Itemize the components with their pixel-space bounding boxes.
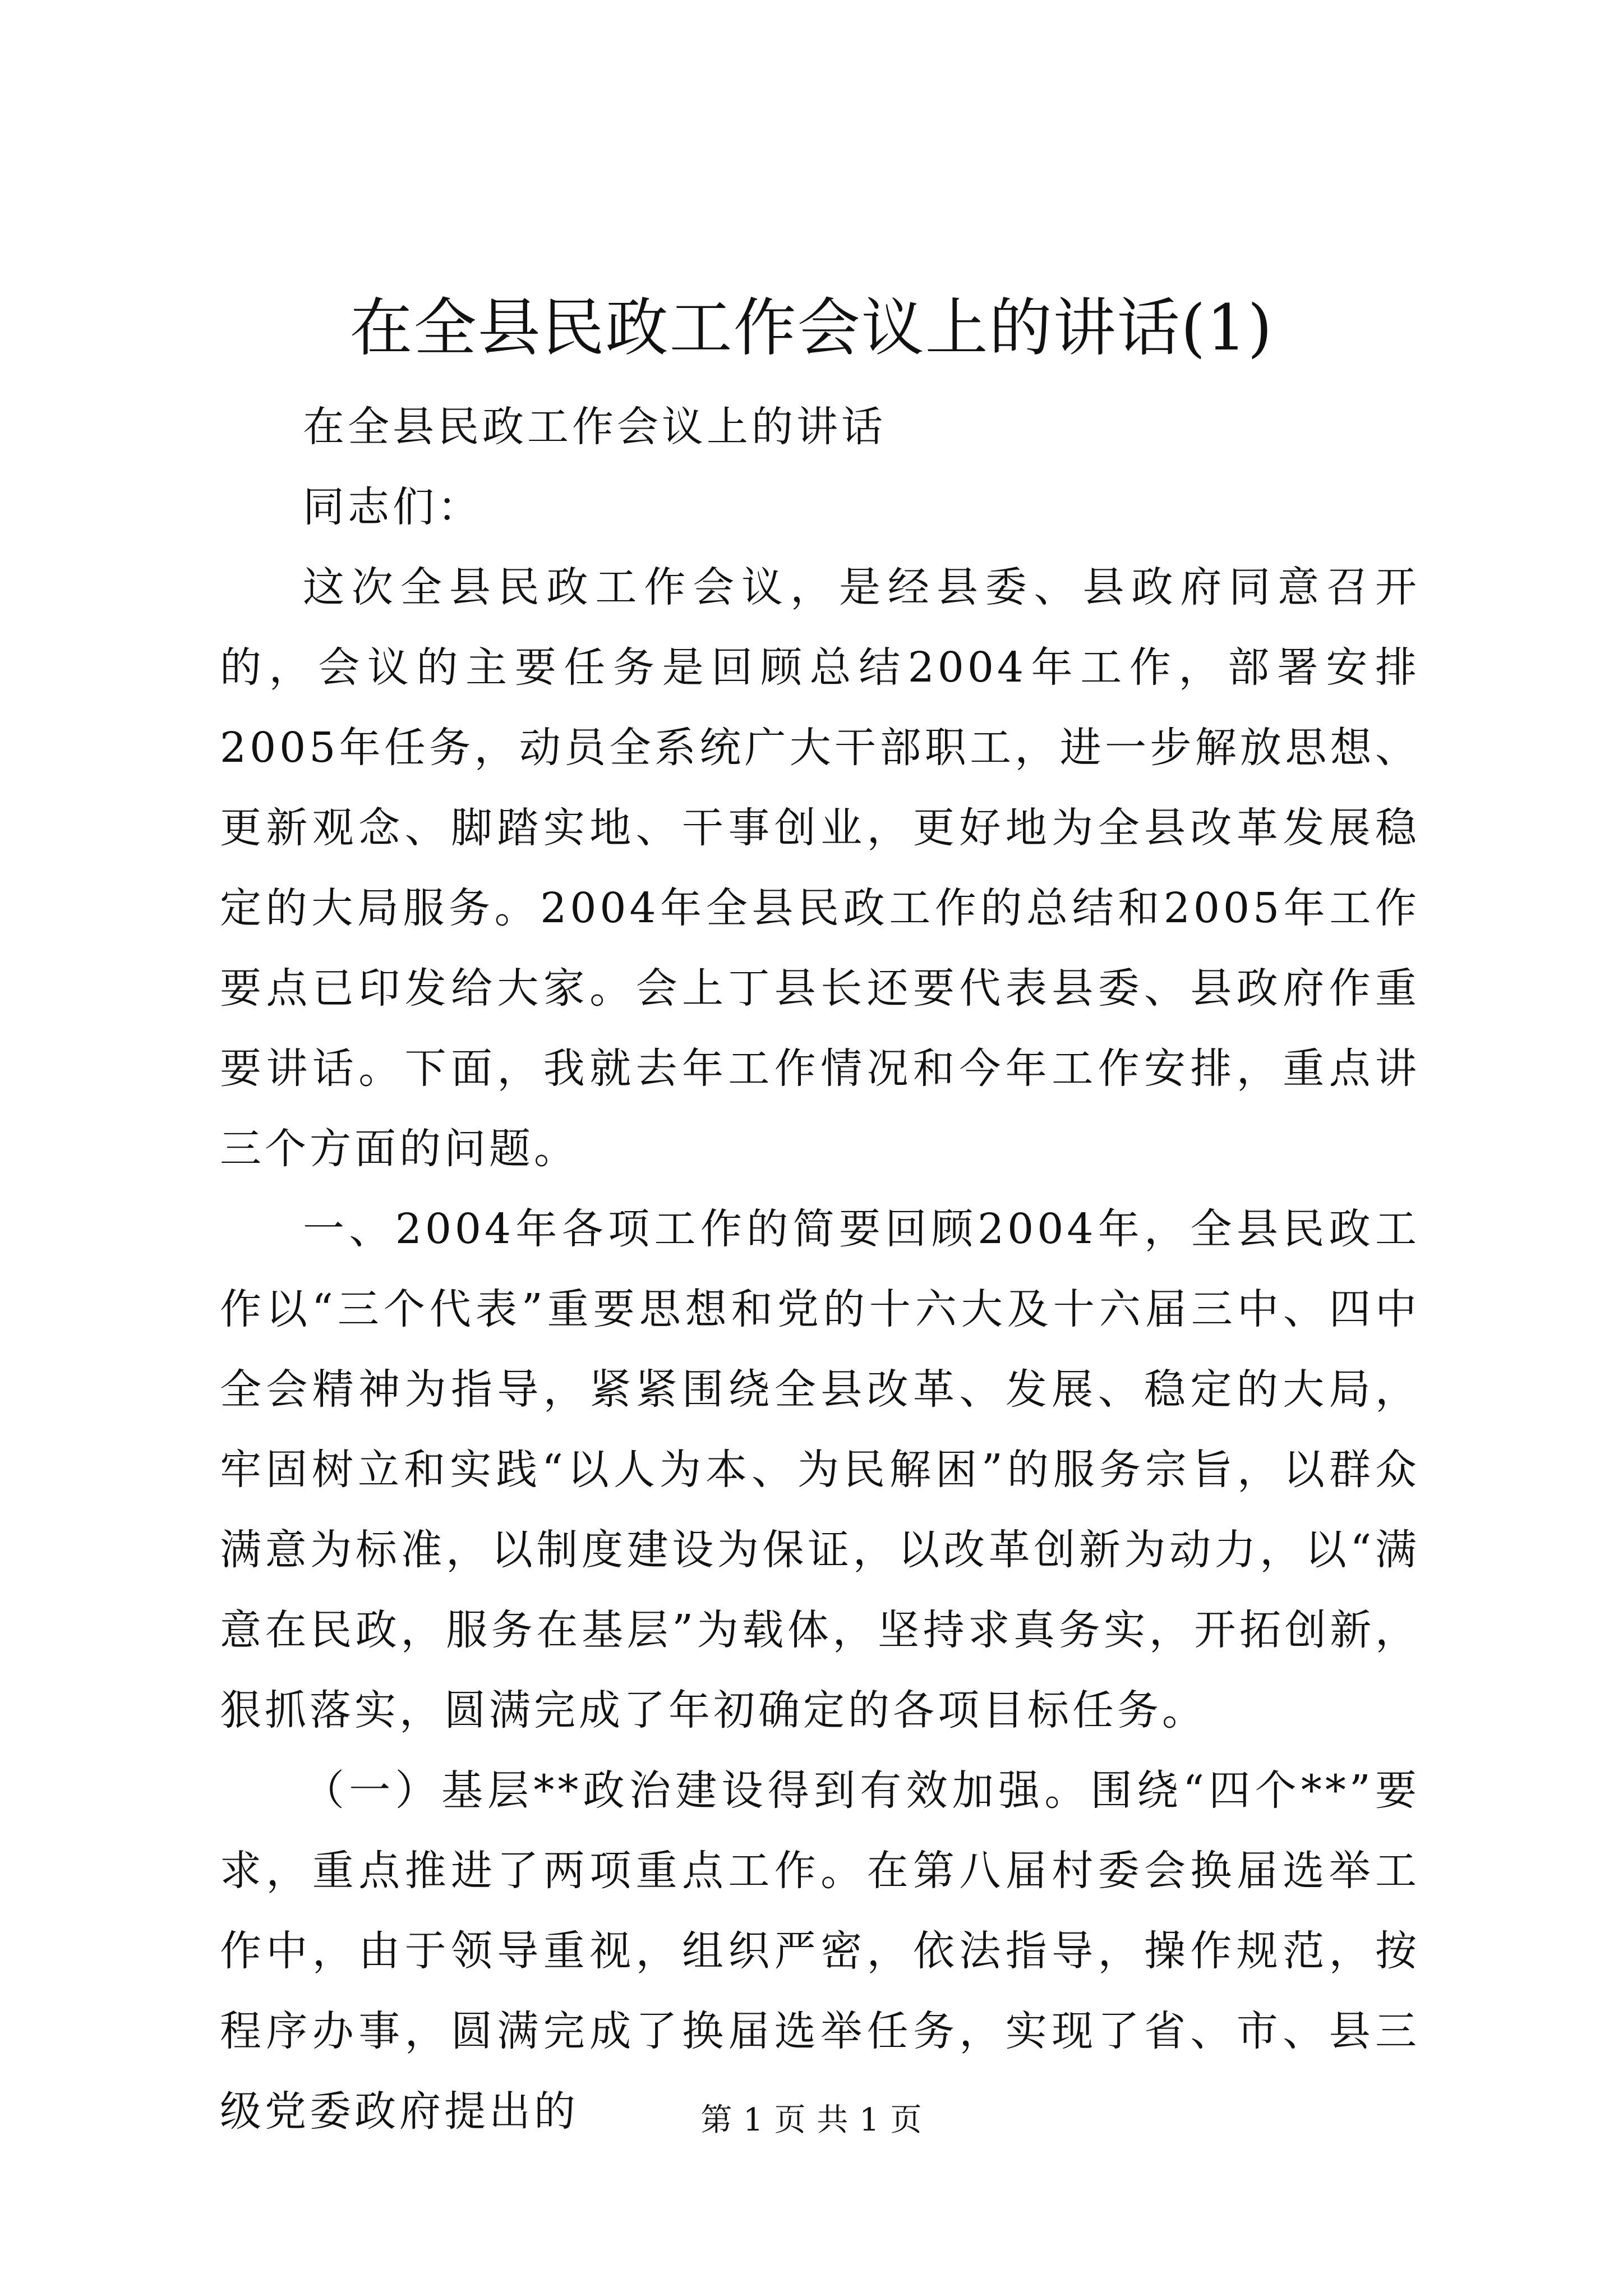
body-paragraph: 一、2004年各项工作的简要回顾2004年，全县民政工作以“三个代表”重要思想和党的十六大及十六届三中、四中全会精神为指导，紧紧围绕全县改革、发展、稳定的大局，牢固树立和实践“以人为本、为民解困”的服务宗旨，以群众满意为标准，以制度建设为保证，以改革创新为动力，以“满意在民政，服务在基层”为载体，坚持求真务实，开拓创新，狠抓落实，圆满完成了年初确定的各项目标任务。 <box>220 1205 1420 1734</box>
page-number-footer: 第 1 页 共 1 页 <box>700 2102 923 2138</box>
document-title: 在全县民政工作会议上的讲话(1) <box>349 292 1274 365</box>
subtitle-paragraph: 在全县民政工作会议上的讲话 <box>303 403 886 451</box>
salutation-paragraph: 同志们： <box>303 483 482 531</box>
body-paragraph: 这次全县民政工作会议，是经县委、县政府同意召开的，会议的主要任务是回顾总结2004年工作，部署安排2005年任务，动员全系统广大干部职工，进一步解放思想、更新观念、脚踏实地、干事创业，更好地为全县改革发展稳定的大局服务。2004年全县民政工作的总结和2005年工作要点已印发给大家。会上丁县长还要代表县委、县政府作重要讲话。下面，我就去年工作情况和今年工作安排，重点讲三个方面的问题。 <box>220 563 1420 1173</box>
document-body <box>220 387 1420 2152</box>
body-paragraph: （一）基层**政治建设得到有效加强。围绕“四个**”要求，重点推进了两项重点工作。在第八届村委会换届选举工作中，由于领导重视，组织严密，依法指导，操作规范，按程序办事，圆满完成了换届选举任务，实现了省、市、县三级党委政府提出的 <box>220 1766 1420 2136</box>
